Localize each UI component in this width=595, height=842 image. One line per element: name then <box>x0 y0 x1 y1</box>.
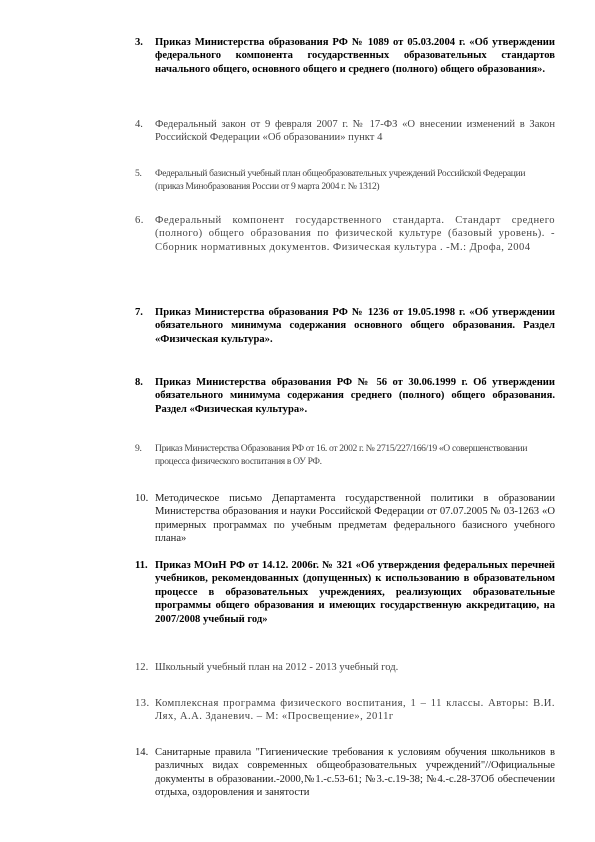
list-item <box>135 118 555 145</box>
item-number: 10. <box>135 493 149 504</box>
item-number: 14. <box>135 747 149 758</box>
item-text: Приказ Министерства Образования РФ от 16. от 2002 г. № 2715/227/166/19 «О совершенствовании процесса физического воспитания в ОУ РФ. <box>155 443 528 468</box>
item-number: 7. <box>135 307 143 318</box>
list-item <box>135 697 555 724</box>
item-number: 6. <box>135 215 144 226</box>
item-number: 13. <box>135 698 150 709</box>
item-text: Приказ Министерства образования РФ № 1089 от 05.03.2004 г. «Об утверждении федерального компонента государственных образовательных стандартов начального общего, основного общего и среднего (полного) общего образования». <box>155 37 555 75</box>
item-text: Методическое письмо Департамента государственной политики в образовании Министерства образования и науки Российской Федерации от 07.07.2005 № 03-1263 «О примерных программах по учебным предметам федерального базисного учебного плана» <box>155 493 555 545</box>
list-item <box>135 214 555 254</box>
list-item <box>135 661 555 674</box>
item-number: 9. <box>135 443 142 454</box>
list-item <box>135 36 555 76</box>
item-number: 3. <box>135 37 143 48</box>
item-number: 12. <box>135 662 149 673</box>
item-text: Федеральный компонент государственного стандарта. Стандарт среднего (полного) общего образования по физической культуре (базовый уровень). - Сборник нормативных документов. Физическая культура . -М.: Дрофа, 2004 <box>155 215 555 253</box>
list-item <box>135 306 555 346</box>
item-number: 11. <box>135 560 148 571</box>
item-text: Комплексная программа физического воспитания, 1 – 11 классы. Авторы: В.И. Лях, А.А. Зданевич. – М: «Просвещение», 2011г <box>155 698 555 723</box>
list-item <box>135 167 555 194</box>
item-text: Школьный учебный план на 2012 - 2013 учебный год. <box>155 662 399 673</box>
item-text: Приказ Министерства образования РФ № 56 от 30.06.1999 г. Об утверждении обязательного минимума содержания среднего (полного) общего образования. Раздел «Физическая культура». <box>155 377 555 415</box>
list-item <box>135 559 555 626</box>
list-item <box>135 746 555 800</box>
list-item <box>135 492 555 546</box>
item-number: 8. <box>135 377 143 388</box>
item-text: Санитарные правила "Гигиенические требования к условиям обучения школьников в различных видах современных общеобразовательных учреждений"//Официальные документы в образовании.-2000,№1.-с.53-61; №3.-с.19-38; №4.-с.28-37Об обеспечении отдыха, оздоровления и занятости <box>155 747 555 799</box>
item-number: 4. <box>135 119 143 130</box>
item-text: Приказ МОиН РФ от 14.12. 2006г. № 321 «Об утверждения федеральных перечней учебников, рекомендованных (допущенных) к использованию в образовательном процессе в образовательных учреждениях, реализующих образовательные программы общего образования и имеющих государственную аккредитацию, на 2007/2008 учебный год» <box>155 560 555 625</box>
item-text: Федеральный закон от 9 февраля 2007 г. № 17-ФЗ «О внесении изменений в Закон Российской Федерации «Об образовании» пункт 4 <box>155 119 555 144</box>
item-number: 5. <box>135 168 142 179</box>
item-text: Федеральный базисный учебный план общеобразовательных учреждений Российской Федерации (приказ Минобразования России от 9 марта 2004 г. № 1312) <box>155 168 526 193</box>
item-text: Приказ Министерства образования РФ № 1236 от 19.05.1998 г. «Об утверждении обязательного минимума содержания основного общего образования. Раздел «Физическая культура». <box>155 307 555 345</box>
list-item <box>135 442 555 469</box>
list-item <box>135 376 555 416</box>
